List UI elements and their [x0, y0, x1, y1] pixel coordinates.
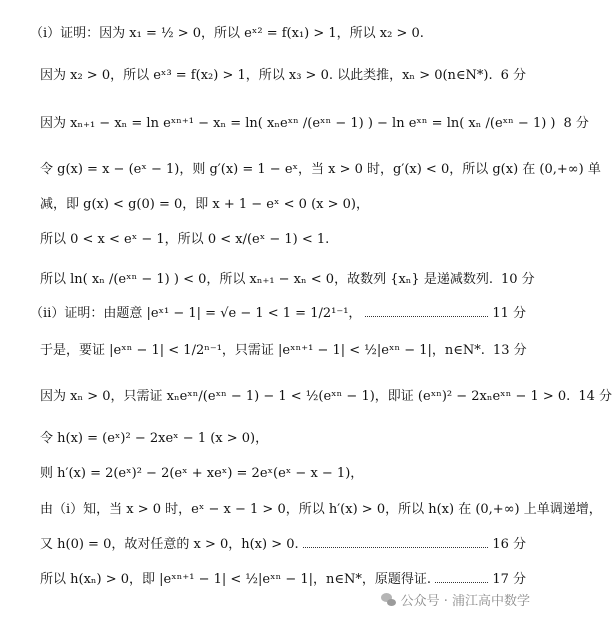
line-12-text: 则 h′(x) = 2(eˣ)² − 2(eˣ + xeˣ) = 2eˣ(eˣ − x − 1)，	[40, 466, 364, 481]
line-11	[40, 427, 526, 446]
line-11-text: 令 h(x) = (eˣ)² − 2xeˣ − 1 (x > 0)，	[40, 431, 269, 446]
line-5-text: 减，即 g(x) < g(0) = 0，即 x + 1 − eˣ < 0 (x > 0)，	[40, 197, 369, 212]
line-2	[40, 64, 526, 83]
line-9-text: 于是，要证 |eˣⁿ − 1| < 1/2ⁿ⁻¹，只需证 |eˣⁿ⁺¹ − 1| < ½|eˣⁿ − 1|，n∈N*.	[40, 343, 485, 358]
leader-dots	[435, 581, 488, 583]
score-14: 14 分	[578, 389, 612, 404]
watermark-label: 公众号 · 浦江高中数学	[400, 594, 530, 609]
line-14	[40, 533, 526, 552]
watermark	[381, 590, 530, 609]
score-13: 13 分	[492, 343, 527, 358]
line-6-text: 所以 0 < x < eˣ − 1，所以 0 < x/(eˣ − 1) < 1.	[40, 232, 330, 247]
line-3	[40, 112, 589, 131]
score-8: 8 分	[563, 116, 589, 131]
line-12	[40, 462, 526, 481]
leader-dots	[365, 315, 488, 317]
score-6: 6 分	[500, 68, 527, 83]
line-10	[40, 385, 612, 404]
line-1-text: （ⅰ）证明：因为 x₁ = ½ > 0，所以 eˣ² = f(x₁) > 1，所以 x₂ > 0.	[30, 26, 424, 41]
line-9	[40, 339, 526, 358]
line-14-text: 又 h(0) = 0，故对任意的 x > 0，h(x) > 0.	[40, 537, 299, 552]
line-13	[40, 498, 602, 517]
line-2-text: 因为 x₂ > 0，所以 eˣ³ = f(x₂) > 1，所以 x₃ > 0. 以此类推，xₙ > 0(n∈N*).	[40, 68, 493, 83]
line-1	[30, 22, 526, 41]
line-15-text: 所以 h(xₙ) > 0，即 |eˣⁿ⁺¹ − 1| < ½|eˣⁿ − 1|，n∈N*，原题得证.	[40, 572, 432, 587]
line-8	[30, 302, 526, 321]
line-13-text: 由（ⅰ）知，当 x > 0 时，eˣ − x − 1 > 0，所以 h′(x) > 0，所以 h(x) 在 (0,+∞) 上单调递增，	[40, 502, 602, 517]
wechat-icon	[381, 593, 397, 607]
line-7	[40, 268, 535, 287]
score-11: 11 分	[492, 306, 526, 321]
line-8-text: （ⅱ）证明：由题意 |eˣ¹ − 1| = √e − 1 < 1 = 1/2¹⁻¹，	[30, 306, 362, 321]
line-6	[40, 228, 526, 247]
leader-dots	[303, 546, 489, 548]
line-7-text: 所以 ln( xₙ /(eˣⁿ − 1) ) < 0，所以 xₙ₊₁ − xₙ < 0，故数列 {xₙ} 是递减数列.	[40, 272, 493, 287]
score-10: 10 分	[500, 272, 535, 287]
score-16: 16 分	[492, 537, 526, 552]
line-3-text: 因为 xₙ₊₁ − xₙ = ln eˣⁿ⁺¹ − xₙ = ln( xₙeˣⁿ /(eˣⁿ − 1) ) − ln eˣⁿ = ln( xₙ /(eˣⁿ − 1) )	[40, 116, 556, 131]
line-10-text: 因为 xₙ > 0，只需证 xₙeˣⁿ/(eˣⁿ − 1) − 1 < ½(eˣⁿ − 1)，即证 (eˣⁿ)² − 2xₙeˣⁿ − 1 > 0.	[40, 389, 571, 404]
line-4-text: 令 g(x) = x − (eˣ − 1)，则 g′(x) = 1 − eˣ，当 x > 0 时，g′(x) < 0，所以 g(x) 在 (0,+∞) 单	[40, 162, 601, 177]
score-17: 17 分	[492, 572, 526, 587]
line-15	[40, 568, 526, 587]
line-5	[40, 193, 526, 212]
line-4	[40, 158, 601, 177]
